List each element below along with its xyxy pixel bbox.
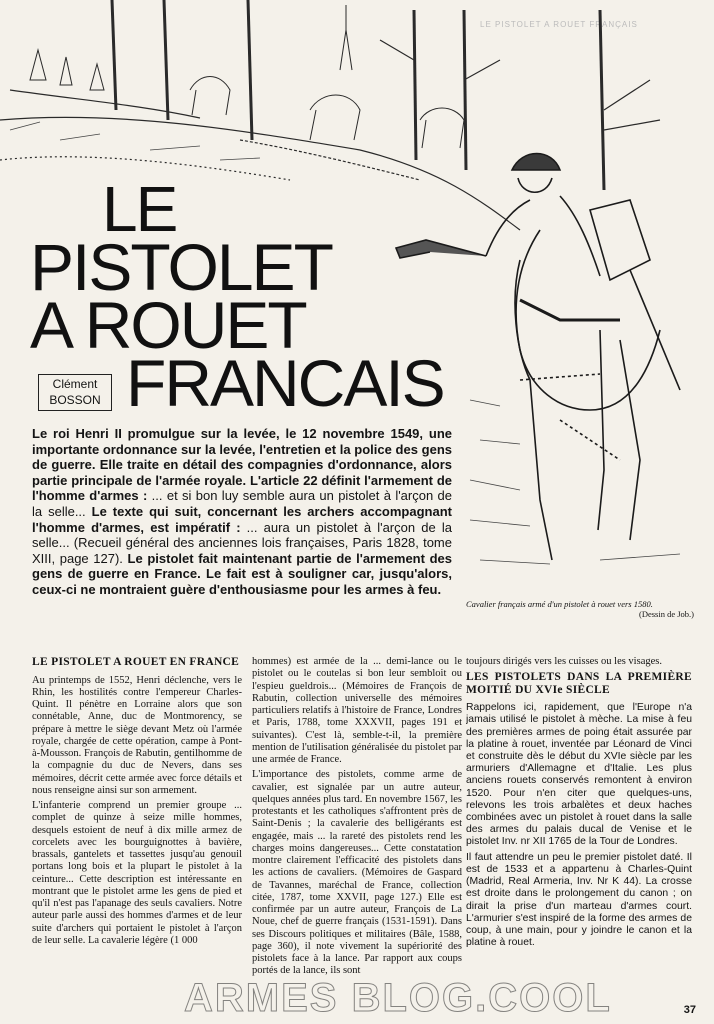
author-last-name: BOSSON (49, 393, 101, 407)
col1-paragraph-2: L'infanterie comprend un premier groupe ... complet de quinze à seize mille hommes, desquels estoient de neuf à dix mille armez de corcelets avec les bourguignottes à bavière, brassals, gantelets et tassettes jusqu'au genouil portans long bois et la plupart le pistolet à la ceinture... Cette description est intéressante en montrant que le pistolet arme les gens de pied et qu'il n'est pas l'apanage des seuls cavaliers. Notre auteur parle aussi des hommes d'armes et de leur suite d'archers qui portaient le pistolet à l'arçon de leur selle. La cavalerie légère (1 000 (32, 800, 242, 946)
lead-regular-2: ... aura un pistolet à l'arçon de la selle... (Recueil général des anciennes lois françaises, Paris 1828, tome XIII, page 127). (32, 519, 452, 566)
watermark: ARMES BLOG.COOL (184, 976, 612, 1020)
illustration-caption (466, 599, 694, 619)
caption-credit: (Dessin de Job.) (638, 609, 694, 619)
lead-regular-1: ... et si bon luy semble aura un pistolet à l'arçon de la selle... (32, 488, 453, 519)
col3-paragraph-2: Il faut attendre un peu le premier pistolet daté. Il est de 1533 et a appartenu à Charles-Quint (Madrid, Real Armeria, Inv. Nr K 44). La crosse est droite dans le prolongement du canon ; on dirait la prise d'un marteau d'armes court. L'armurier s'est inspiré de la forme des armes de coup, à une main, pour y joindre le canon et la platine à rouet. (466, 851, 692, 949)
col2-paragraph-2: L'importance des pistolets, comme arme de cavalier, est signalée par un autre auteur, quelques années plus tard. En novembre 1567, les protestants et les catholiques s'affrontent près de Saint-Denis ; la cavalerie des belligérants est engagée, mais ... la rareté des pistolets rend les charges moins dangereuses... Cette constatation montre clairement l'efficacité des pistolets dans les actions de cavaliers. (Mémoires de Gaspard de Tavannes, maréchal de France, collection citée, 1787, tome XXVII, page 127.) Elle est confirmée par un autre auteur, François de La Noue, chef de guerre français (1531-1591). Dans ses Discours politiques et militaires (Bâle, 1588, page 360), il note vivement la supériorité des pistolets face à la lance. Par rapport aux coups portés de la lance, ils sont (252, 769, 462, 977)
title-line-4: FRANCAIS (126, 346, 444, 420)
col2-paragraph-1: hommes) est armée de la ... demi-lance ou le pistolet ou le coutelas si bon leur sembloit ou l'espieu gueldrois... (Mémoires de François de Rabutin, collection universelle des mémoires particuliers relatifs à l'histoire de France, Londres et Paris, 1788, tome XXXVII, pages 191 et suivantes). C'est là, semble-t-il, la première mention de l'utilisation généralisée du pistolet par une armée de France. (252, 656, 462, 765)
running-header: LE PISTOLET A ROUET FRANÇAIS (480, 20, 638, 29)
author-box (38, 374, 112, 411)
col3-paragraph-0: toujours dirigés vers les cuisses ou les visages. (466, 656, 662, 667)
lead-bold-3: Le pistolet fait maintenant partie de l'armement des gens de guerre en France. Le fait est à souligner car, jusqu'alors, ceux-ci ne montraient guère d'enthousiasme pour les armes à feu. (32, 550, 452, 597)
col3-paragraph-1: Rappelons ici, rapidement, que l'Europe n'a jamais utilisé le pistolet à mèche. La mise à feu des premières armes de poing était assurée par la platine à rouet, inventée par Léonard de Vinci et construite dès le début du XVIe siècle par les armuriers d'Allemagne et d'Italie. Les plus anciens rouets conservés remontent à environ 1520. Pour n'en citer que quelques-uns, relevons les trois arbalètes et deux haches combinées avec un pistolet à rouet dans la salle des armes du palais ducal de Venise et le pistolet Inv. nr XII 1765 de la Tour de Londres. (466, 702, 692, 848)
lead-bold-1: Le roi Henri II promulgue sur la levée, le 12 novembre 1549, une importante ordonnance sur la levée, l'entretien et la police des gens de guerre. Elle traite en détail des compagnies d'ordonnance, alors partie principale de l'armée royale. L'article 22 définit l'armement de l'homme d'armes : (32, 426, 452, 504)
title-line-3: A ROUET (30, 288, 306, 362)
caption-text: Cavalier français armé d'un pistolet à rouet vers 1580. (466, 599, 653, 609)
col1-paragraph-1: Au printemps de 1552, Henri déclenche, vers le Rhin, les hostilités contre l'empereur Charles-Quint. Il pénètre en Lorraine alors que son connétable, Anne, duc de Montmorency, se prépare à mettre le siège devant Metz où l'armée royale, chargée de cette opération, campe à Pont-à-Mousson. François de Rabutin, gentilhomme de la compagnie du duc de Nevers, dans ses mémoires, décrit cette armée avec force détails et nous renseigne ainsi sur son armement. (32, 674, 242, 796)
lead-bold-2: Le texte qui suit, concernant les archers accompagnant l'homme d'armes, est impératif : (32, 503, 452, 535)
column-2 (252, 656, 462, 1018)
section-heading-2: LES PISTOLETS DANS LA PREMIÈRE MOITIÉ DU XVIe SIÈCLE (466, 671, 692, 696)
column-1 (32, 656, 242, 1018)
lead-paragraph (32, 426, 452, 598)
section-heading-1: LE PISTOLET A ROUET EN FRANCE (32, 656, 240, 668)
author-first-name: Clément (52, 377, 98, 391)
title-line-2: PISTOLET (30, 230, 332, 304)
title-line-1: LE (102, 173, 177, 245)
column-3 (466, 656, 692, 1018)
page-number: 37 (683, 1004, 696, 1016)
